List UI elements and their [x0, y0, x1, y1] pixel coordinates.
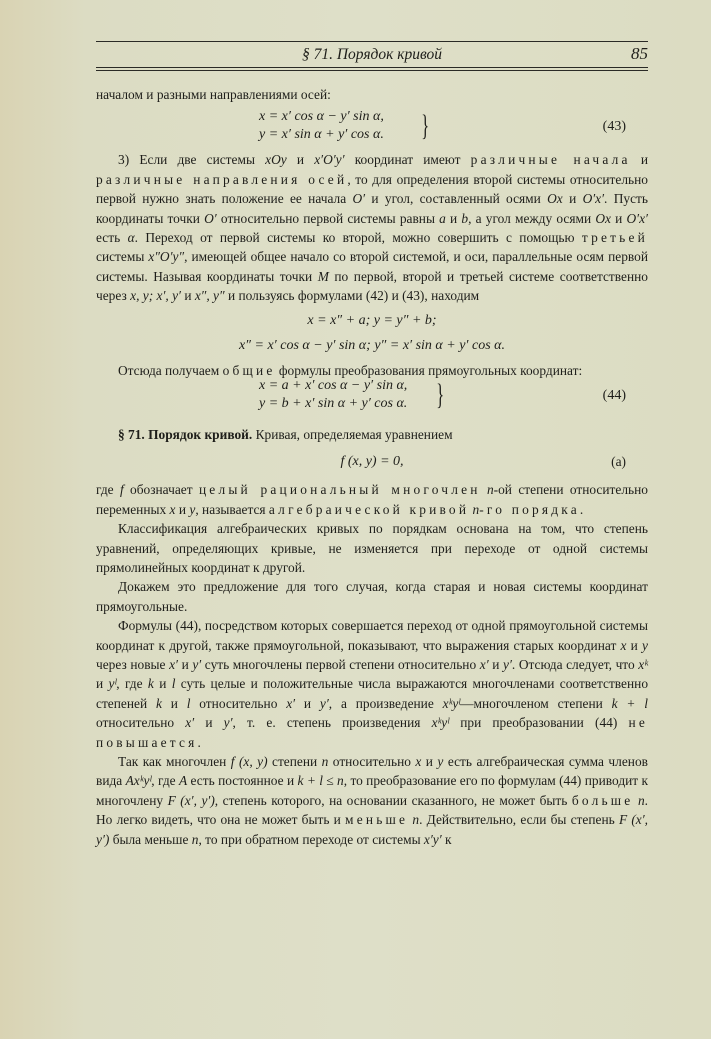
paragraph-6: Формулы (44), посредством которых совершается переход от одной прямоугольной системы координат к другой, также прямоугольной, показывают, что выражения старых координат x и y через новые x′ и y′ суть многочлены первой степени относительно x′ и y′. Отсюда следует, что xᵏ и yˡ, где k и l суть целые и положительные числа выражаются многочленами соответственно степеней k и l относительно x′ и y′, а произведение xᵏyˡ—многочленом степени k + l относительно x′ и y′, т. е. степень произведения xᵏyˡ при преобразовании (44) не повышается. [96, 618, 649, 750]
equation-44-line-1: x = a + x′ cos α − y′ sin α, [259, 377, 408, 393]
section-heading: § 71. Порядок кривой. [118, 426, 253, 442]
header-rule-top [96, 41, 648, 42]
running-head [96, 44, 648, 66]
page-number: 85 [631, 44, 648, 63]
right-brace-icon: } [436, 377, 445, 411]
right-brace-icon: } [421, 109, 430, 143]
paragraph-2: Отсюда получаем общие формулы преобразования прямоугольных координат: [118, 363, 583, 379]
page-body [96, 85, 648, 849]
book-page [96, 38, 648, 849]
equation-a: f (x, y) = 0, (a) [96, 452, 648, 476]
header-rule-double [96, 67, 648, 71]
equation-number-a: (a) [611, 454, 626, 470]
paragraph-0: началом и разными направлениями осей: [96, 87, 331, 102]
paragraph-3: где f обозначает целый рациональный многочлен n-ой степени относительно переменных x и y, называется алгебраической кривой n-го порядка. [96, 482, 648, 517]
paragraph-5: Докажем это предложение для того случая, когда старая и новая системы координат прямоугольные. [96, 579, 648, 614]
equation-43-line-2: y = x′ sin α + y′ cos α. [259, 127, 384, 143]
equation-43-line-1: x = x′ cos α − y′ sin α, [259, 109, 384, 125]
paragraph-7: Так как многочлен f (x, y) степени n относительно x и y есть алгебраическая сумма членов вида Axᵏyˡ, где A есть постоянное и k + l ≤ n, то преобразование его по формулам (44) приводит к многочлену F (x′, y′), степень которого, на основании сказанного, не может быть больше n. Но легко видеть, что она не может быть и меньше n. Действительно, если бы степень F (x′, y′) была меньше n, то при обратном переходе от системы x′y′ к [96, 753, 649, 847]
equation-number-43: (43) [602, 119, 626, 135]
equation-translation: x = x″ + a; y = y″ + b; [307, 312, 437, 328]
equation-number-44: (44) [602, 387, 626, 403]
paragraph-1: 3) Если две системы xOy и x′O′y′ координат имеют различные начала и различные направления осей, то для определения второй системы относительно первой нужно знать положение ее начала O′ и угол, составленный осями Ox и O′x′. Пусть координаты точки O′ относительно первой системы равны a и b, а угол между осями Ox и O′x′ есть α. Переход от первой системы ко второй, можно совершить с помощью третьей системы x″O′y″, имеющей общее начало со второй системой, и оси, параллельные осям первой системы. Называя координаты точки M по первой, второй и третьей системе соответственно через x, y; x′, y′ и x″, y″ и пользуясь формулами (42) и (43), находим [96, 152, 649, 304]
section-71-paragraph: § 71. Порядок кривой. Кривая, определяемая уравнением [118, 426, 453, 442]
equation-rotation: x″ = x′ cos α − y′ sin α; y″ = x′ sin α + y′ cos α. [238, 338, 506, 354]
paragraph-4: Классификация алгебраических кривых по порядкам основана на том, что степень уравнений, определяющих кривые, не изменяется при переходе от одной системы прямолинейных координат к другой. [96, 521, 648, 575]
equation-44 [96, 377, 648, 415]
running-title: § 71. Порядок кривой [301, 46, 443, 63]
equation-44-line-2: y = b + x′ sin α + y′ cos α. [259, 395, 408, 411]
equation-43 [96, 108, 648, 146]
